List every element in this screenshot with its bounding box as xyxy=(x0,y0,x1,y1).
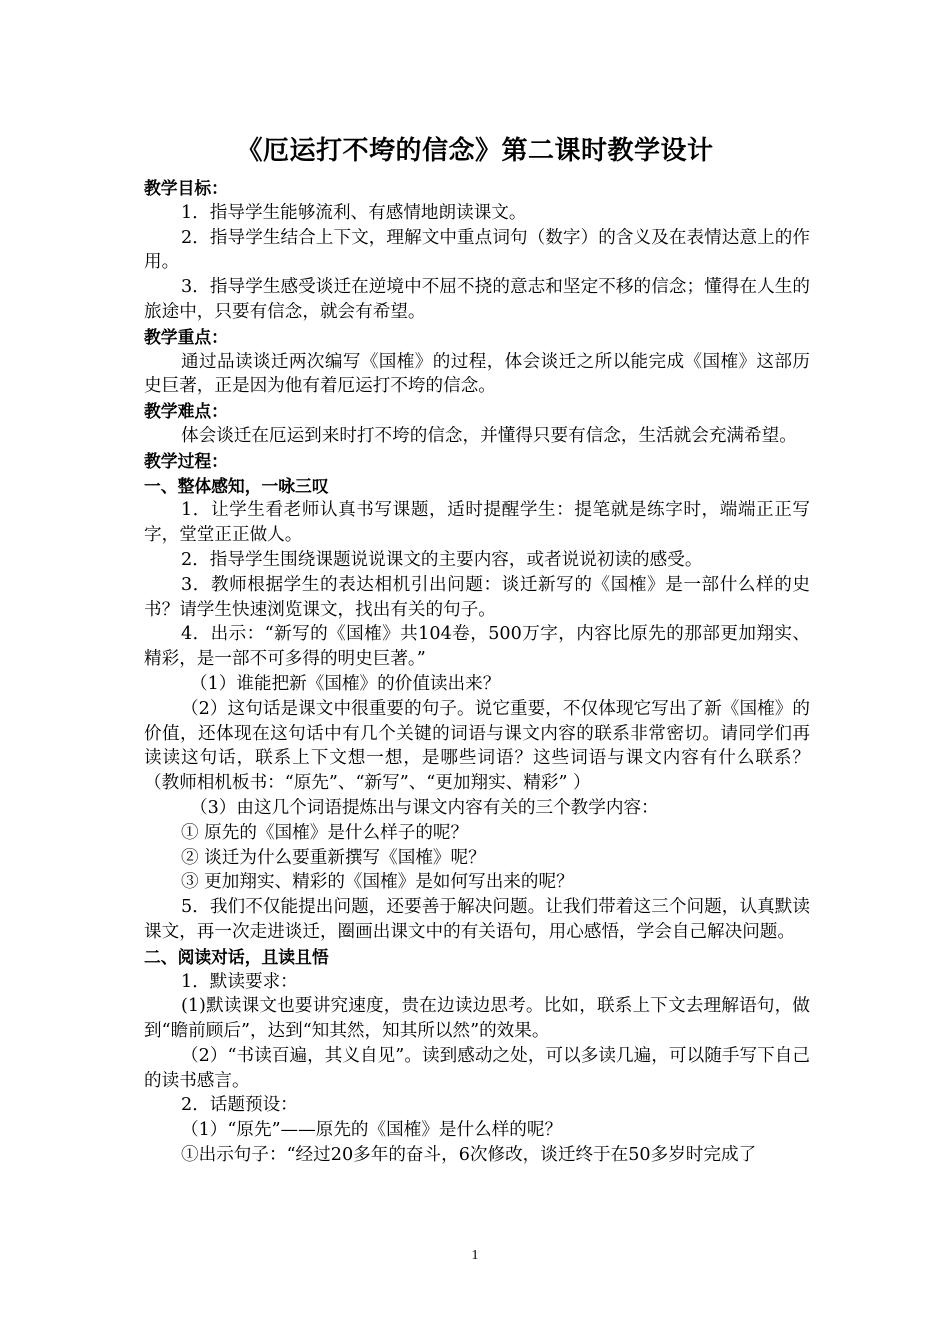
paragraph: 1．指导学生能够流利、有感情地朗读课文。 xyxy=(181,202,527,223)
section-heading: 二、阅读对话，且读且悟 xyxy=(144,946,329,967)
paragraph: 4．出示：“新写的《国榷》共104卷，500万字，内容比原先的那部更加翔实、精彩，是一部不可多得的明史巨著。” xyxy=(144,624,810,670)
page-title: 《厄运打不垮的信念》第二课时教学设计 xyxy=(236,136,714,166)
paragraph: 5．我们不仅能提出问题，还要善于解决问题。让我们带着这三个问题，认真默读课文，再一次走进谈迁，圈画出课文中的有关语句，用心感悟，学会自己解决问题。 xyxy=(144,897,810,942)
section-heading: 教学目标： xyxy=(144,178,228,198)
section-heading: 教学难点： xyxy=(144,401,228,422)
paragraph: 3．指导学生感受谈迁在逆境中不屈不挠的意志和坚定不移的信念；懂得在人生的旅途中，只要有信念，就会有希望。 xyxy=(144,277,810,322)
paragraph: 2．指导学生围绕课题说说课文的主要内容，或者说说初读的感受。 xyxy=(181,549,703,570)
paragraph: ③ 更加翔实、精彩的《国榷》是如何写出来的呢？ xyxy=(181,872,574,893)
page-number: 1 xyxy=(471,1248,479,1263)
paragraph: 体会谈迁在厄运到来时打不垮的信念，并懂得只要有信念，生活就会充满希望。 xyxy=(181,425,797,446)
paragraph: 1．默读要求： xyxy=(181,971,298,992)
paragraph: (1)默读课文也要讲究速度，贵在边读边思考。比如，联系上下文去理解语句，做到“瞻前顾后”，达到“知其然，知其所以然”的效果。 xyxy=(144,996,810,1042)
paragraph: ② 谈迁为什么要重新撰写《国榷》呢？ xyxy=(181,847,486,868)
paragraph: （2）这句话是课文中很重要的句子。说它重要，不仅体现它写出了新《国榷》的价值，还体现在这句话中有几个关键的词语与课文内容的联系非常密切。请同学们再读读这句话，联系上下文想一想，是哪些词语？这些词语与课文内容有什么联系？（教师相机板书：“原先”、“新写”、“更加翔实、精彩” ） xyxy=(144,698,810,794)
section-heading: 教学重点： xyxy=(144,326,228,347)
paragraph: 3．教师根据学生的表达相机引出问题：谈迁新写的《国榷》是一部什么样的史书？请学生快速浏览课文，找出有关的句子。 xyxy=(144,574,810,620)
paragraph: 2．话题预设： xyxy=(181,1095,298,1116)
section-heading: 一、整体感知，一咏三叹 xyxy=(144,475,329,496)
paragraph: （3）由这几个词语提炼出与课文内容有关的三个教学内容： xyxy=(190,797,659,818)
paragraph: （1）谁能把新《国榷》的价值读出来？ xyxy=(190,673,501,694)
paragraph: ①出示句子：“经过20多年的奋斗，6次修改，谈迁终于在50多岁时完成了 xyxy=(181,1145,757,1166)
section-heading: 教学过程： xyxy=(144,450,228,471)
paragraph: ① 原先的《国榷》是什么样子的呢？ xyxy=(181,822,469,843)
document-body xyxy=(144,176,810,1168)
paragraph: 2．指导学生结合上下文，理解文中重点词句（数字）的含义及在表情达意上的作用。 xyxy=(144,227,810,273)
paragraph: 通过品读谈迁两次编写《国榷》的过程，体会谈迁之所以能完成《国榷》这部历史巨著，正是因为他有着厄运打不垮的信念。 xyxy=(144,351,810,397)
paragraph: 1．让学生看老师认真书写课题，适时提醒学生：提笔就是练字时，端端正正写字，堂堂正正做人。 xyxy=(144,500,810,546)
paragraph: （2）“书读百遍，其义自见”。读到感动之处，可以多读几遍，可以随手写下自己的读书感言。 xyxy=(144,1045,810,1091)
paragraph: （1）“原先”——原先的《国榷》是什么样的呢？ xyxy=(181,1120,563,1141)
